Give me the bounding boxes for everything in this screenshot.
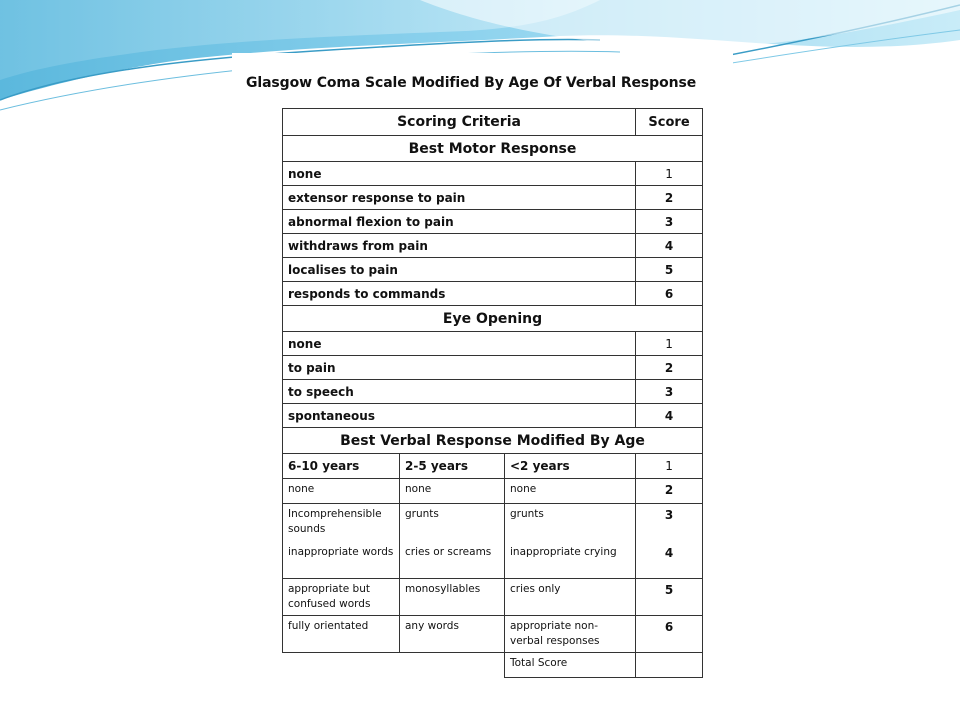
eye-score: 3 <box>636 380 703 404</box>
motor-label: extensor response to pain <box>283 186 636 210</box>
verbal-6-10: Incomprehensible sounds <box>283 504 400 542</box>
document-title: Glasgow Coma Scale Modified By Age Of Verbal Response <box>246 75 697 91</box>
age-header-2-5: 2-5 years <box>400 454 505 479</box>
motor-score: 2 <box>636 186 703 210</box>
scoring-criteria-header: Scoring Criteria <box>283 109 636 136</box>
table-row <box>283 479 703 504</box>
verbal-under-2: inappropriate crying <box>505 542 636 579</box>
motor-section-heading: Best Motor Response <box>283 136 703 162</box>
eye-score: 1 <box>636 332 703 356</box>
section-heading-row <box>283 136 703 162</box>
eye-section-heading: Eye Opening <box>283 306 703 332</box>
verbal-6-10: none <box>283 479 400 504</box>
table-row <box>283 380 703 404</box>
verbal-2-5: none <box>400 479 505 504</box>
verbal-6-10: inappropriate words <box>283 542 400 579</box>
verbal-under-2: cries only <box>505 579 636 616</box>
table-row <box>283 504 703 542</box>
eye-label: spontaneous <box>283 404 636 428</box>
motor-score: 5 <box>636 258 703 282</box>
age-header-6-10: 6-10 years <box>283 454 400 479</box>
table-row <box>283 210 703 234</box>
motor-score: 6 <box>636 282 703 306</box>
score-header: Score <box>636 109 703 136</box>
total-score-value <box>636 653 703 678</box>
verbal-2-5: grunts <box>400 504 505 542</box>
table-row <box>283 186 703 210</box>
table-row <box>283 258 703 282</box>
verbal-under-2: none <box>505 479 636 504</box>
table-header-row <box>283 109 703 136</box>
table-row <box>283 404 703 428</box>
table-row <box>283 542 703 579</box>
motor-score: 4 <box>636 234 703 258</box>
verbal-score: 6 <box>636 616 703 653</box>
age-header-under-2: <2 years <box>505 454 636 479</box>
verbal-under-2: grunts <box>505 504 636 542</box>
age-header-score: 1 <box>636 454 703 479</box>
eye-label: none <box>283 332 636 356</box>
verbal-under-2: appropriate non-verbal responses <box>505 616 636 653</box>
verbal-6-10: fully orientated <box>283 616 400 653</box>
motor-score: 1 <box>636 162 703 186</box>
motor-score: 3 <box>636 210 703 234</box>
section-heading-row <box>283 306 703 332</box>
motor-label: localises to pain <box>283 258 636 282</box>
table-row <box>283 579 703 616</box>
verbal-2-5: monosyllables <box>400 579 505 616</box>
verbal-2-5: cries or screams <box>400 542 505 579</box>
eye-score: 4 <box>636 404 703 428</box>
table-row <box>283 332 703 356</box>
verbal-score: 3 <box>636 504 703 542</box>
table-row <box>283 234 703 258</box>
motor-label: withdraws from pain <box>283 234 636 258</box>
verbal-6-10: appropriate but confused words <box>283 579 400 616</box>
motor-label: responds to commands <box>283 282 636 306</box>
gcs-table <box>282 108 703 678</box>
eye-label: to pain <box>283 356 636 380</box>
scanned-document <box>232 53 733 720</box>
motor-label: abnormal flexion to pain <box>283 210 636 234</box>
table-row <box>283 282 703 306</box>
table-row <box>283 616 703 653</box>
motor-label: none <box>283 162 636 186</box>
age-header-row <box>283 454 703 479</box>
eye-label: to speech <box>283 380 636 404</box>
verbal-section-heading: Best Verbal Response Modified By Age <box>283 428 703 454</box>
total-score-label: Total Score <box>505 653 636 678</box>
verbal-score: 4 <box>636 542 703 579</box>
section-heading-row <box>283 428 703 454</box>
table-row <box>283 356 703 380</box>
total-score-row <box>283 653 703 678</box>
table-row <box>283 162 703 186</box>
verbal-score: 2 <box>636 479 703 504</box>
verbal-2-5: any words <box>400 616 505 653</box>
eye-score: 2 <box>636 356 703 380</box>
verbal-score: 5 <box>636 579 703 616</box>
